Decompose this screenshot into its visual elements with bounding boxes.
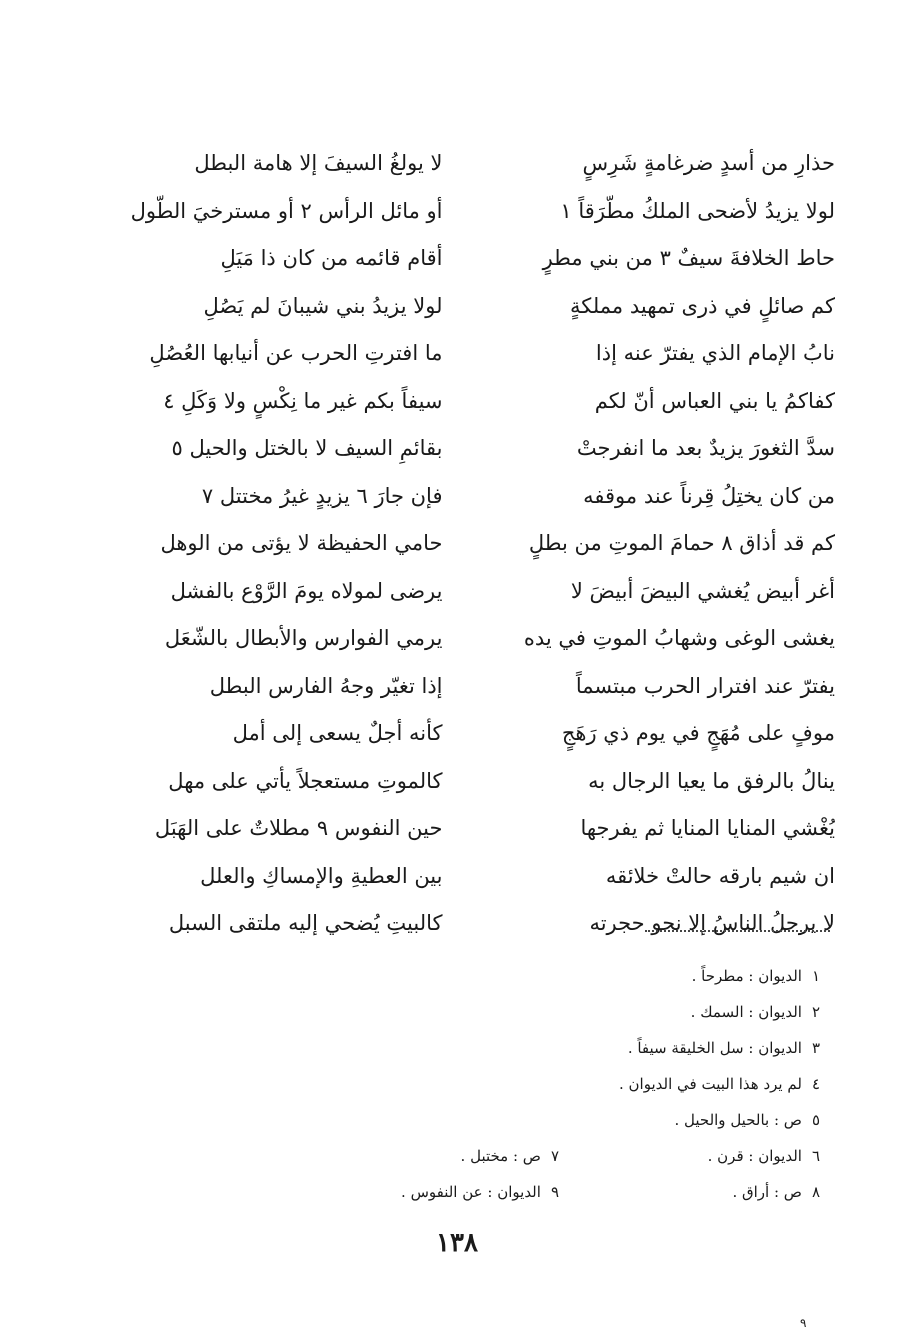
footnote-text: ص : أراق . xyxy=(732,1183,802,1201)
verse-first-hemistich: يُغْشي المنايا المنايا ثم يفرجها xyxy=(580,816,835,840)
verse-second-hemistich: أو مائل الرأس ٢ أو مسترخيَ الطّول xyxy=(130,198,443,223)
verse-second-hemistich: بين العطيةِ والإمساكِ والعلل xyxy=(200,863,443,888)
footnote-number: ٢ xyxy=(811,1003,820,1021)
verse-second-hemistich: فإن جارَ ٦ يزيدٍ غيرُ مختتل ٧ xyxy=(201,483,443,508)
footnote xyxy=(619,1030,820,1066)
footnote-number: ١ xyxy=(811,967,820,985)
corner-mark: ٩ xyxy=(800,1316,807,1330)
verse-first-hemistich: كم صائلٍ في ذرى تمهيد مملكةٍ xyxy=(569,293,835,318)
footnote xyxy=(619,1102,820,1138)
footnotes-left-column xyxy=(401,1138,559,1210)
footnote-text: ص : بالحيل والحيل . xyxy=(674,1111,802,1129)
verse-second-hemistich: يرمي الفوارس والأبطال بالشّعَل xyxy=(164,626,443,650)
verse-second-hemistich: أقام قائمه من كان ذا مَيَلِ xyxy=(220,246,443,270)
footnote-number: ٤ xyxy=(811,1075,820,1093)
verse-first-hemistich: لا يرحلُ الناسُ إلا نحو حجرته xyxy=(589,911,835,935)
footnote-text: الديوان : عن النفوس . xyxy=(401,1183,541,1201)
verse-first-hemistich: يغشى الوغى وشهابُ الموتِ في يده xyxy=(523,626,835,650)
footnote-number: ٥ xyxy=(811,1111,820,1129)
footnote-number: ٣ xyxy=(811,1039,820,1057)
verse-second-hemistich: إذا تغيّر وجهُ الفارس البطل xyxy=(209,673,443,698)
page-number: ١٣٨ xyxy=(436,1228,478,1258)
footnote-text: ص : مختبل . xyxy=(460,1147,541,1165)
footnote xyxy=(619,1138,820,1174)
footnote-text: لم يرد هذا البيت في الديوان . xyxy=(619,1075,802,1093)
verse-second-hemistich: كالموتِ مستعجلاً يأتي على مهل xyxy=(168,768,443,793)
verse-first-hemistich: لولا يزيدُ لأضحى الملكُ مطّرَقاً ١ xyxy=(560,198,835,223)
footnote xyxy=(401,1138,559,1174)
verse-second-hemistich: حامي الحفيظة لا يؤتى من الوهل xyxy=(160,531,443,555)
footnote xyxy=(401,1174,559,1210)
verse-second-hemistich: كأنه أجلٌ يسعى إلى أمل xyxy=(232,721,443,745)
verse-first-hemistich: يفترّ عند افترار الحرب مبتسماً xyxy=(575,673,835,698)
footnote-number: ٧ xyxy=(550,1147,559,1165)
verse-first-hemistich: سدَّ الثغورَ يزيدٌ بعد ما انفرجتْ xyxy=(576,436,835,460)
footnote xyxy=(619,994,820,1030)
verse-first-hemistich: أغر أبيض يُغشي البيضَ أبيضَ لا xyxy=(570,578,835,603)
footnotes-right-column xyxy=(619,958,820,1210)
verse-second-hemistich: لولا يزيدُ بني شيبانَ لم يَصُلِ xyxy=(203,293,443,318)
verse-second-hemistich: بقائمِ السيف لا بالختل والحيل ٥ xyxy=(171,436,443,460)
verse-first-hemistich: كم قد أذاق ٨ حمامَ الموتِ من بطلٍ xyxy=(528,531,835,555)
footnote-text: الديوان : السمك . xyxy=(690,1003,802,1021)
verse-second-hemistich: حين النفوس ٩ مطلاتٌ على الهَبَل xyxy=(154,816,443,840)
verse-first-hemistich: كفاكمُ يا بني العباس أنّ لكم xyxy=(594,388,835,413)
verse-second-hemistich: يرضى لمولاه يومَ الرَّوْع بالفشل xyxy=(170,578,443,603)
footnote xyxy=(619,1066,820,1102)
verse-second-hemistich: لا يولغُ السيفَ إلا هامة البطل xyxy=(194,151,443,175)
verse-second-hemistich: ما افترتِ الحرب عن أنيابها العُصُلِ xyxy=(149,341,443,365)
verse-first-hemistich: من كان يختِلُ قِرناً عند موقفه xyxy=(583,483,835,508)
verse-second-hemistich: سيفاً بكم غير ما نِكْسٍ ولا وَكَلِ ٤ xyxy=(163,388,443,413)
footnote-number: ٦ xyxy=(811,1147,820,1165)
footnote-text: الديوان : قرن . xyxy=(707,1147,802,1165)
footnote-text: الديوان : سل الخليقة سيفاً . xyxy=(627,1039,802,1057)
verse-first-hemistich: حذارِ من أسدٍ ضرغامةٍ شَرِسٍ xyxy=(582,151,835,175)
verse-second-hemistich: كالبيتِ يُضحي إليه ملتقى السبل xyxy=(168,911,443,935)
footnote-text: الديوان : مطرحاً . xyxy=(691,967,802,985)
footnote-number: ٨ xyxy=(811,1183,820,1201)
footnote-divider xyxy=(645,930,830,932)
poem-verses xyxy=(130,140,835,948)
verse-first-hemistich: ان شيم بارقه حالتْ خلائقه xyxy=(605,863,835,888)
verse-first-hemistich: ينالُ بالرفق ما يعيا الرجال به xyxy=(588,768,835,793)
footnote xyxy=(619,958,820,994)
footnote-number: ٩ xyxy=(550,1183,559,1201)
footnote xyxy=(619,1174,820,1210)
verse-first-hemistich: حاط الخلافةَ سيفٌ ٣ من بني مطرٍ xyxy=(542,246,835,270)
verse-first-hemistich: نابُ الإمام الذي يفترّ عنه إذا xyxy=(595,341,835,365)
verse-first-hemistich: موفٍ على مُهَجٍ في يوم ذي رَهَجٍ xyxy=(561,721,835,745)
